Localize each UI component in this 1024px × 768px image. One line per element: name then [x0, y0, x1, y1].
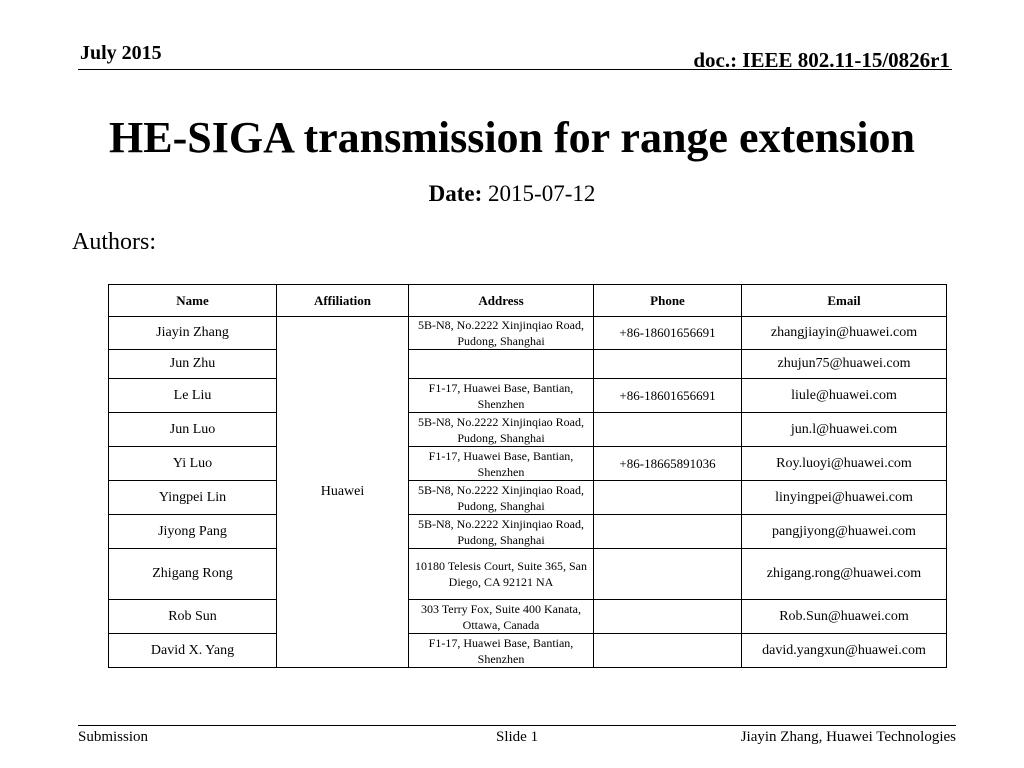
- author-email: linyingpei@huawei.com: [742, 481, 947, 515]
- author-email: zhigang.rong@huawei.com: [742, 549, 947, 600]
- author-phone: +86-18665891036: [594, 447, 742, 481]
- column-header-phone: Phone: [594, 285, 742, 317]
- author-phone: [594, 481, 742, 515]
- author-email: zhangjiayin@huawei.com: [742, 317, 947, 350]
- footer-slide-number: Slide 1: [496, 729, 539, 745]
- author-phone: +86-18601656691: [594, 317, 742, 350]
- author-name: Jun Luo: [109, 413, 277, 447]
- author-email: zhujun75@huawei.com: [742, 350, 947, 379]
- author-phone: [594, 549, 742, 600]
- author-name: Rob Sun: [109, 600, 277, 634]
- author-phone: [594, 634, 742, 668]
- table-row: [109, 549, 947, 600]
- author-address: [409, 350, 594, 379]
- footer-author: Jiayin Zhang, Huawei Technologies: [740, 729, 956, 745]
- author-address: F1-17, Huawei Base, Bantian, Shenzhen: [409, 634, 594, 668]
- date-label: Date:: [428, 181, 483, 206]
- author-name: Yingpei Lin: [109, 481, 277, 515]
- author-phone: [594, 350, 742, 379]
- table-row: [109, 634, 947, 668]
- authors-table: [108, 284, 947, 668]
- author-name: Jun Zhu: [109, 350, 277, 379]
- table-header-row: [109, 285, 947, 317]
- author-name: David X. Yang: [109, 634, 277, 668]
- author-phone: [594, 515, 742, 549]
- table-row: [109, 447, 947, 481]
- author-name: Jiyong Pang: [109, 515, 277, 549]
- header-date: July 2015: [80, 42, 162, 64]
- author-name: Jiayin Zhang: [109, 317, 277, 350]
- author-address: 5B-N8, No.2222 Xinjinqiao Road, Pudong, Shanghai: [409, 317, 594, 350]
- header-doc-number: doc.: IEEE 802.11-15/0826r1: [693, 48, 950, 72]
- table-row: [109, 413, 947, 447]
- author-name: Le Liu: [109, 379, 277, 413]
- author-name: Yi Luo: [109, 447, 277, 481]
- author-phone: +86-18601656691: [594, 379, 742, 413]
- table-row: [109, 317, 947, 350]
- author-email: Rob.Sun@huawei.com: [742, 600, 947, 634]
- author-name: Zhigang Rong: [109, 549, 277, 600]
- author-address: F1-17, Huawei Base, Bantian, Shenzhen: [409, 447, 594, 481]
- authors-label: Authors:: [72, 229, 156, 255]
- column-header-email: Email: [742, 285, 947, 317]
- column-header-affiliation: Affiliation: [277, 285, 409, 317]
- author-affiliation: Huawei: [277, 317, 409, 668]
- author-address: 303 Terry Fox, Suite 400 Kanata, Ottawa, Canada: [409, 600, 594, 634]
- table-row: [109, 379, 947, 413]
- footer-submission: Submission: [78, 729, 149, 745]
- date-value: 2015-07-12: [488, 181, 596, 206]
- author-address: 5B-N8, No.2222 Xinjinqiao Road, Pudong, Shanghai: [409, 515, 594, 549]
- slide-title: HE-SIGA transmission for range extension: [109, 113, 915, 162]
- column-header-name: Name: [109, 285, 277, 317]
- author-email: Roy.luoyi@huawei.com: [742, 447, 947, 481]
- author-email: jun.l@huawei.com: [742, 413, 947, 447]
- table-row: [109, 515, 947, 549]
- header-divider: [78, 69, 952, 70]
- column-header-address: Address: [409, 285, 594, 317]
- author-address: 5B-N8, No.2222 Xinjinqiao Road, Pudong, Shanghai: [409, 481, 594, 515]
- author-phone: [594, 413, 742, 447]
- author-email: david.yangxun@huawei.com: [742, 634, 947, 668]
- table-row: [109, 350, 947, 379]
- footer-divider: [78, 725, 956, 726]
- author-email: liule@huawei.com: [742, 379, 947, 413]
- author-phone: [594, 600, 742, 634]
- author-address: 5B-N8, No.2222 Xinjinqiao Road, Pudong, Shanghai: [409, 413, 594, 447]
- author-address: F1-17, Huawei Base, Bantian, Shenzhen: [409, 379, 594, 413]
- table-row: [109, 481, 947, 515]
- table-row: [109, 600, 947, 634]
- author-email: pangjiyong@huawei.com: [742, 515, 947, 549]
- date-line: [0, 181, 1024, 207]
- author-address: 10180 Telesis Court, Suite 365, San Diego, CA 92121 NA: [409, 549, 594, 600]
